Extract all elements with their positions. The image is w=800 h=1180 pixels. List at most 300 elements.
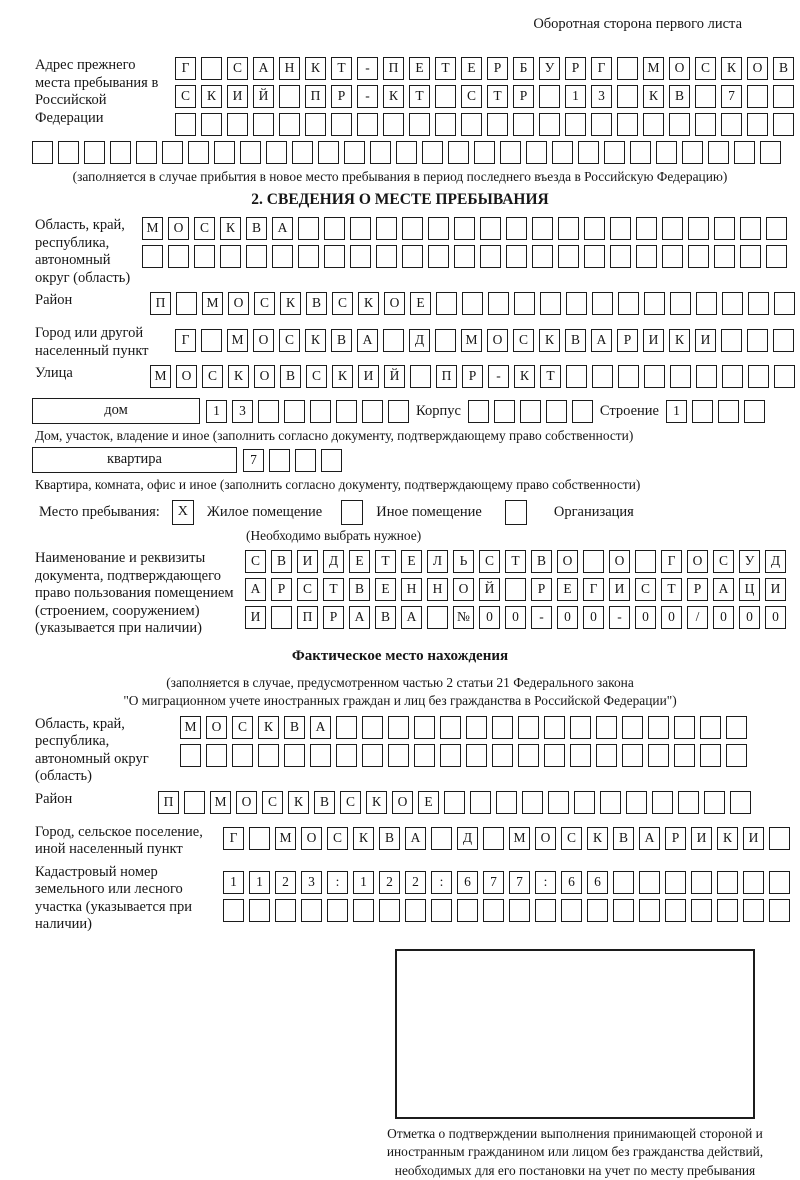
char-cell[interactable] <box>201 113 222 136</box>
char-cell[interactable] <box>526 141 547 164</box>
char-cell[interactable] <box>271 606 292 629</box>
char-cell[interactable]: 0 <box>739 606 760 629</box>
char-cell[interactable] <box>678 791 699 814</box>
char-cell[interactable] <box>295 449 316 472</box>
char-cell[interactable] <box>448 141 469 164</box>
char-cell[interactable] <box>688 217 709 240</box>
char-cell[interactable]: М <box>275 827 296 850</box>
char-cell[interactable]: О <box>236 791 257 814</box>
char-cell[interactable] <box>760 141 781 164</box>
char-cell[interactable]: 0 <box>713 606 734 629</box>
char-cell[interactable]: А <box>405 827 426 850</box>
char-cell[interactable]: Р <box>271 578 292 601</box>
char-cell[interactable]: Р <box>513 85 534 108</box>
char-cell[interactable] <box>617 85 638 108</box>
char-cell[interactable]: О <box>168 217 189 240</box>
char-cell[interactable]: Н <box>279 57 300 80</box>
char-cell[interactable] <box>362 400 383 423</box>
char-cell[interactable] <box>544 716 565 739</box>
char-cell[interactable]: 7 <box>721 85 742 108</box>
char-cell[interactable] <box>769 899 790 922</box>
char-cell[interactable] <box>298 217 319 240</box>
char-cell[interactable] <box>695 85 716 108</box>
char-cell[interactable]: И <box>227 85 248 108</box>
char-cell[interactable]: С <box>332 292 353 315</box>
char-cell[interactable] <box>240 141 261 164</box>
char-cell[interactable] <box>618 292 639 315</box>
char-cell[interactable] <box>298 245 319 268</box>
char-cell[interactable]: 0 <box>661 606 682 629</box>
char-cell[interactable] <box>743 899 764 922</box>
char-cell[interactable]: 7 <box>509 871 530 894</box>
char-cell[interactable] <box>176 292 197 315</box>
char-cell[interactable]: С <box>513 329 534 352</box>
char-cell[interactable]: К <box>305 57 326 80</box>
char-cell[interactable] <box>592 292 613 315</box>
char-cell[interactable] <box>766 245 787 268</box>
char-cell[interactable]: М <box>509 827 530 850</box>
char-cell[interactable] <box>722 365 743 388</box>
char-cell[interactable]: С <box>340 791 361 814</box>
char-cell[interactable] <box>84 141 105 164</box>
char-cell[interactable] <box>688 245 709 268</box>
char-cell[interactable]: К <box>288 791 309 814</box>
char-cell[interactable]: К <box>358 292 379 315</box>
char-cell[interactable] <box>480 217 501 240</box>
char-cell[interactable] <box>532 217 553 240</box>
char-cell[interactable]: 1 <box>206 400 227 423</box>
char-cell[interactable] <box>583 550 604 573</box>
char-cell[interactable]: Т <box>375 550 396 573</box>
char-cell[interactable] <box>662 217 683 240</box>
char-cell[interactable] <box>722 292 743 315</box>
char-cell[interactable]: 2 <box>405 871 426 894</box>
char-cell[interactable]: О <box>453 578 474 601</box>
char-cell[interactable] <box>726 716 747 739</box>
char-cell[interactable] <box>636 245 657 268</box>
char-cell[interactable] <box>708 141 729 164</box>
char-cell[interactable]: Н <box>427 578 448 601</box>
char-cell[interactable]: В <box>531 550 552 573</box>
char-cell[interactable] <box>669 113 690 136</box>
char-cell[interactable]: К <box>539 329 560 352</box>
char-cell[interactable] <box>246 245 267 268</box>
char-cell[interactable] <box>592 365 613 388</box>
char-cell[interactable] <box>518 716 539 739</box>
char-cell[interactable]: М <box>142 217 163 240</box>
char-cell[interactable]: 3 <box>232 400 253 423</box>
char-cell[interactable]: Т <box>661 578 682 601</box>
char-cell[interactable]: Р <box>323 606 344 629</box>
char-cell[interactable]: : <box>535 871 556 894</box>
char-cell[interactable] <box>362 716 383 739</box>
char-cell[interactable] <box>376 245 397 268</box>
char-cell[interactable]: № <box>453 606 474 629</box>
char-cell[interactable] <box>214 141 235 164</box>
char-cell[interactable]: Т <box>323 578 344 601</box>
char-cell[interactable]: Т <box>435 57 456 80</box>
char-cell[interactable] <box>600 791 621 814</box>
char-cell[interactable]: Ц <box>739 578 760 601</box>
char-cell[interactable]: Й <box>253 85 274 108</box>
char-cell[interactable] <box>454 245 475 268</box>
char-cell[interactable]: П <box>305 85 326 108</box>
char-cell[interactable]: К <box>201 85 222 108</box>
char-cell[interactable] <box>310 744 331 767</box>
char-cell[interactable]: Г <box>223 827 244 850</box>
char-cell[interactable] <box>468 400 489 423</box>
char-cell[interactable]: Т <box>540 365 561 388</box>
char-cell[interactable] <box>566 365 587 388</box>
char-cell[interactable]: К <box>717 827 738 850</box>
char-cell[interactable] <box>409 113 430 136</box>
char-cell[interactable]: П <box>150 292 171 315</box>
char-cell[interactable] <box>405 899 426 922</box>
char-cell[interactable] <box>695 113 716 136</box>
char-cell[interactable] <box>682 141 703 164</box>
char-cell[interactable] <box>487 113 508 136</box>
char-cell[interactable]: А <box>253 57 274 80</box>
char-cell[interactable]: С <box>194 217 215 240</box>
char-cell[interactable] <box>435 85 456 108</box>
char-cell[interactable] <box>383 329 404 352</box>
char-cell[interactable]: В <box>613 827 634 850</box>
char-cell[interactable]: И <box>695 329 716 352</box>
char-cell[interactable]: 0 <box>765 606 786 629</box>
char-cell[interactable] <box>665 899 686 922</box>
char-cell[interactable] <box>194 245 215 268</box>
char-cell[interactable] <box>574 791 595 814</box>
char-cell[interactable] <box>700 716 721 739</box>
char-cell[interactable]: П <box>436 365 457 388</box>
char-cell[interactable]: Е <box>557 578 578 601</box>
char-cell[interactable] <box>591 113 612 136</box>
char-cell[interactable] <box>327 899 348 922</box>
char-cell[interactable] <box>492 716 513 739</box>
char-cell[interactable] <box>292 141 313 164</box>
char-cell[interactable] <box>572 400 593 423</box>
char-cell[interactable]: А <box>401 606 422 629</box>
char-cell[interactable]: Л <box>427 550 448 573</box>
char-cell[interactable] <box>584 217 605 240</box>
char-cell[interactable] <box>353 899 374 922</box>
char-cell[interactable] <box>740 217 761 240</box>
char-cell[interactable] <box>604 141 625 164</box>
char-cell[interactable]: В <box>280 365 301 388</box>
char-cell[interactable] <box>431 827 452 850</box>
char-cell[interactable] <box>427 606 448 629</box>
char-cell[interactable]: - <box>609 606 630 629</box>
char-cell[interactable] <box>696 292 717 315</box>
char-cell[interactable]: К <box>514 365 535 388</box>
char-cell[interactable] <box>744 400 765 423</box>
char-cell[interactable] <box>258 744 279 767</box>
char-cell[interactable]: М <box>180 716 201 739</box>
char-cell[interactable] <box>644 365 665 388</box>
char-cell[interactable] <box>344 141 365 164</box>
char-cell[interactable] <box>773 113 794 136</box>
char-cell[interactable] <box>496 791 517 814</box>
char-cell[interactable] <box>388 716 409 739</box>
char-cell[interactable] <box>674 716 695 739</box>
char-cell[interactable]: И <box>358 365 379 388</box>
char-cell[interactable] <box>561 899 582 922</box>
char-cell[interactable] <box>388 400 409 423</box>
char-cell[interactable] <box>570 716 591 739</box>
char-cell[interactable] <box>223 899 244 922</box>
char-cell[interactable]: 0 <box>505 606 526 629</box>
char-cell[interactable] <box>188 141 209 164</box>
char-cell[interactable] <box>774 292 795 315</box>
char-cell[interactable] <box>618 365 639 388</box>
char-cell[interactable] <box>578 141 599 164</box>
char-cell[interactable] <box>514 292 535 315</box>
char-cell[interactable] <box>644 292 665 315</box>
char-cell[interactable] <box>431 899 452 922</box>
char-cell[interactable] <box>584 245 605 268</box>
char-cell[interactable]: О <box>253 329 274 352</box>
char-cell[interactable]: М <box>202 292 223 315</box>
char-cell[interactable] <box>357 113 378 136</box>
char-cell[interactable] <box>324 217 345 240</box>
char-cell[interactable]: Й <box>384 365 405 388</box>
char-cell[interactable] <box>201 329 222 352</box>
char-cell[interactable]: К <box>353 827 374 850</box>
char-cell[interactable] <box>258 400 279 423</box>
char-cell[interactable] <box>414 716 435 739</box>
char-cell[interactable]: / <box>687 606 708 629</box>
char-cell[interactable] <box>279 85 300 108</box>
char-cell[interactable] <box>558 245 579 268</box>
char-cell[interactable]: Т <box>487 85 508 108</box>
char-cell[interactable]: Й <box>479 578 500 601</box>
char-cell[interactable] <box>734 141 755 164</box>
char-cell[interactable] <box>617 113 638 136</box>
organization-checkbox[interactable] <box>505 500 527 525</box>
char-cell[interactable]: С <box>461 85 482 108</box>
char-cell[interactable] <box>539 85 560 108</box>
char-cell[interactable]: Н <box>401 578 422 601</box>
char-cell[interactable]: 0 <box>583 606 604 629</box>
char-cell[interactable] <box>301 899 322 922</box>
char-cell[interactable] <box>275 899 296 922</box>
char-cell[interactable] <box>740 245 761 268</box>
char-cell[interactable]: С <box>245 550 266 573</box>
char-cell[interactable]: 0 <box>557 606 578 629</box>
char-cell[interactable] <box>379 899 400 922</box>
char-cell[interactable]: Р <box>331 85 352 108</box>
char-cell[interactable] <box>721 329 742 352</box>
char-cell[interactable]: Д <box>457 827 478 850</box>
char-cell[interactable] <box>435 329 456 352</box>
char-cell[interactable]: К <box>258 716 279 739</box>
char-cell[interactable] <box>570 744 591 767</box>
char-cell[interactable] <box>488 292 509 315</box>
char-cell[interactable] <box>142 245 163 268</box>
char-cell[interactable]: Е <box>418 791 439 814</box>
char-cell[interactable]: 7 <box>243 449 264 472</box>
char-cell[interactable]: В <box>331 329 352 352</box>
char-cell[interactable]: 2 <box>275 871 296 894</box>
char-cell[interactable] <box>700 744 721 767</box>
char-cell[interactable]: О <box>487 329 508 352</box>
char-cell[interactable] <box>110 141 131 164</box>
char-cell[interactable] <box>566 292 587 315</box>
char-cell[interactable]: О <box>254 365 275 388</box>
char-cell[interactable]: К <box>643 85 664 108</box>
char-cell[interactable] <box>370 141 391 164</box>
char-cell[interactable] <box>704 791 725 814</box>
char-cell[interactable] <box>466 744 487 767</box>
char-cell[interactable]: Т <box>505 550 526 573</box>
char-cell[interactable]: О <box>535 827 556 850</box>
char-cell[interactable]: Г <box>591 57 612 80</box>
char-cell[interactable] <box>305 113 326 136</box>
char-cell[interactable]: О <box>392 791 413 814</box>
char-cell[interactable] <box>639 871 660 894</box>
char-cell[interactable] <box>636 217 657 240</box>
char-cell[interactable] <box>444 791 465 814</box>
char-cell[interactable] <box>227 113 248 136</box>
char-cell[interactable]: О <box>557 550 578 573</box>
char-cell[interactable]: С <box>713 550 734 573</box>
char-cell[interactable] <box>648 744 669 767</box>
char-cell[interactable] <box>613 899 634 922</box>
char-cell[interactable]: С <box>635 578 656 601</box>
char-cell[interactable]: К <box>587 827 608 850</box>
char-cell[interactable]: К <box>383 85 404 108</box>
char-cell[interactable]: У <box>739 550 760 573</box>
char-cell[interactable]: О <box>609 550 630 573</box>
char-cell[interactable] <box>440 716 461 739</box>
char-cell[interactable]: О <box>747 57 768 80</box>
char-cell[interactable] <box>558 217 579 240</box>
char-cell[interactable] <box>639 899 660 922</box>
char-cell[interactable] <box>747 85 768 108</box>
char-cell[interactable]: С <box>227 57 248 80</box>
char-cell[interactable] <box>175 113 196 136</box>
char-cell[interactable]: 7 <box>483 871 504 894</box>
char-cell[interactable] <box>505 578 526 601</box>
char-cell[interactable]: Р <box>462 365 483 388</box>
other-premises-checkbox[interactable] <box>341 500 363 525</box>
char-cell[interactable] <box>480 245 501 268</box>
char-cell[interactable] <box>410 365 431 388</box>
char-cell[interactable] <box>714 217 735 240</box>
char-cell[interactable] <box>462 292 483 315</box>
char-cell[interactable]: О <box>206 716 227 739</box>
char-cell[interactable]: С <box>175 85 196 108</box>
char-cell[interactable]: Т <box>331 57 352 80</box>
char-cell[interactable]: В <box>271 550 292 573</box>
char-cell[interactable] <box>610 217 631 240</box>
char-cell[interactable]: Р <box>565 57 586 80</box>
char-cell[interactable]: - <box>357 57 378 80</box>
char-cell[interactable] <box>622 744 643 767</box>
char-cell[interactable]: Д <box>409 329 430 352</box>
char-cell[interactable]: К <box>332 365 353 388</box>
char-cell[interactable] <box>269 449 290 472</box>
char-cell[interactable] <box>610 245 631 268</box>
char-cell[interactable]: М <box>461 329 482 352</box>
char-cell[interactable]: К <box>669 329 690 352</box>
char-cell[interactable]: 0 <box>635 606 656 629</box>
char-cell[interactable]: Е <box>409 57 430 80</box>
char-cell[interactable] <box>769 871 790 894</box>
char-cell[interactable] <box>249 899 270 922</box>
char-cell[interactable] <box>435 113 456 136</box>
char-cell[interactable]: П <box>383 57 404 80</box>
char-cell[interactable]: О <box>301 827 322 850</box>
char-cell[interactable]: В <box>375 606 396 629</box>
char-cell[interactable] <box>617 57 638 80</box>
char-cell[interactable] <box>748 365 769 388</box>
char-cell[interactable] <box>206 744 227 767</box>
char-cell[interactable]: - <box>531 606 552 629</box>
char-cell[interactable] <box>310 400 331 423</box>
char-cell[interactable]: Д <box>323 550 344 573</box>
char-cell[interactable] <box>748 292 769 315</box>
char-cell[interactable] <box>635 550 656 573</box>
char-cell[interactable]: Б <box>513 57 534 80</box>
char-cell[interactable]: 1 <box>565 85 586 108</box>
char-cell[interactable] <box>436 292 457 315</box>
char-cell[interactable]: - <box>357 85 378 108</box>
char-cell[interactable]: Г <box>661 550 682 573</box>
char-cell[interactable] <box>626 791 647 814</box>
char-cell[interactable]: Г <box>175 57 196 80</box>
char-cell[interactable]: Е <box>401 550 422 573</box>
char-cell[interactable] <box>336 716 357 739</box>
char-cell[interactable] <box>652 791 673 814</box>
char-cell[interactable]: О <box>669 57 690 80</box>
char-cell[interactable]: П <box>297 606 318 629</box>
char-cell[interactable] <box>565 113 586 136</box>
char-cell[interactable]: Р <box>687 578 708 601</box>
char-cell[interactable]: С <box>479 550 500 573</box>
char-cell[interactable]: Р <box>531 578 552 601</box>
char-cell[interactable] <box>466 716 487 739</box>
char-cell[interactable]: И <box>691 827 712 850</box>
char-cell[interactable]: И <box>609 578 630 601</box>
char-cell[interactable] <box>691 899 712 922</box>
char-cell[interactable] <box>513 113 534 136</box>
char-cell[interactable] <box>622 716 643 739</box>
char-cell[interactable] <box>336 744 357 767</box>
char-cell[interactable] <box>184 791 205 814</box>
char-cell[interactable] <box>535 899 556 922</box>
char-cell[interactable]: 1 <box>223 871 244 894</box>
char-cell[interactable]: 6 <box>587 871 608 894</box>
char-cell[interactable]: О <box>176 365 197 388</box>
char-cell[interactable]: 1 <box>353 871 374 894</box>
char-cell[interactable]: Р <box>665 827 686 850</box>
char-cell[interactable] <box>747 329 768 352</box>
char-cell[interactable]: В <box>284 716 305 739</box>
char-cell[interactable] <box>670 292 691 315</box>
char-cell[interactable] <box>552 141 573 164</box>
char-cell[interactable]: 0 <box>479 606 500 629</box>
char-cell[interactable] <box>540 292 561 315</box>
char-cell[interactable] <box>376 217 397 240</box>
char-cell[interactable] <box>272 245 293 268</box>
char-cell[interactable]: В <box>246 217 267 240</box>
char-cell[interactable] <box>494 400 515 423</box>
char-cell[interactable]: Г <box>583 578 604 601</box>
char-cell[interactable] <box>168 245 189 268</box>
char-cell[interactable]: - <box>488 365 509 388</box>
char-cell[interactable]: С <box>254 292 275 315</box>
